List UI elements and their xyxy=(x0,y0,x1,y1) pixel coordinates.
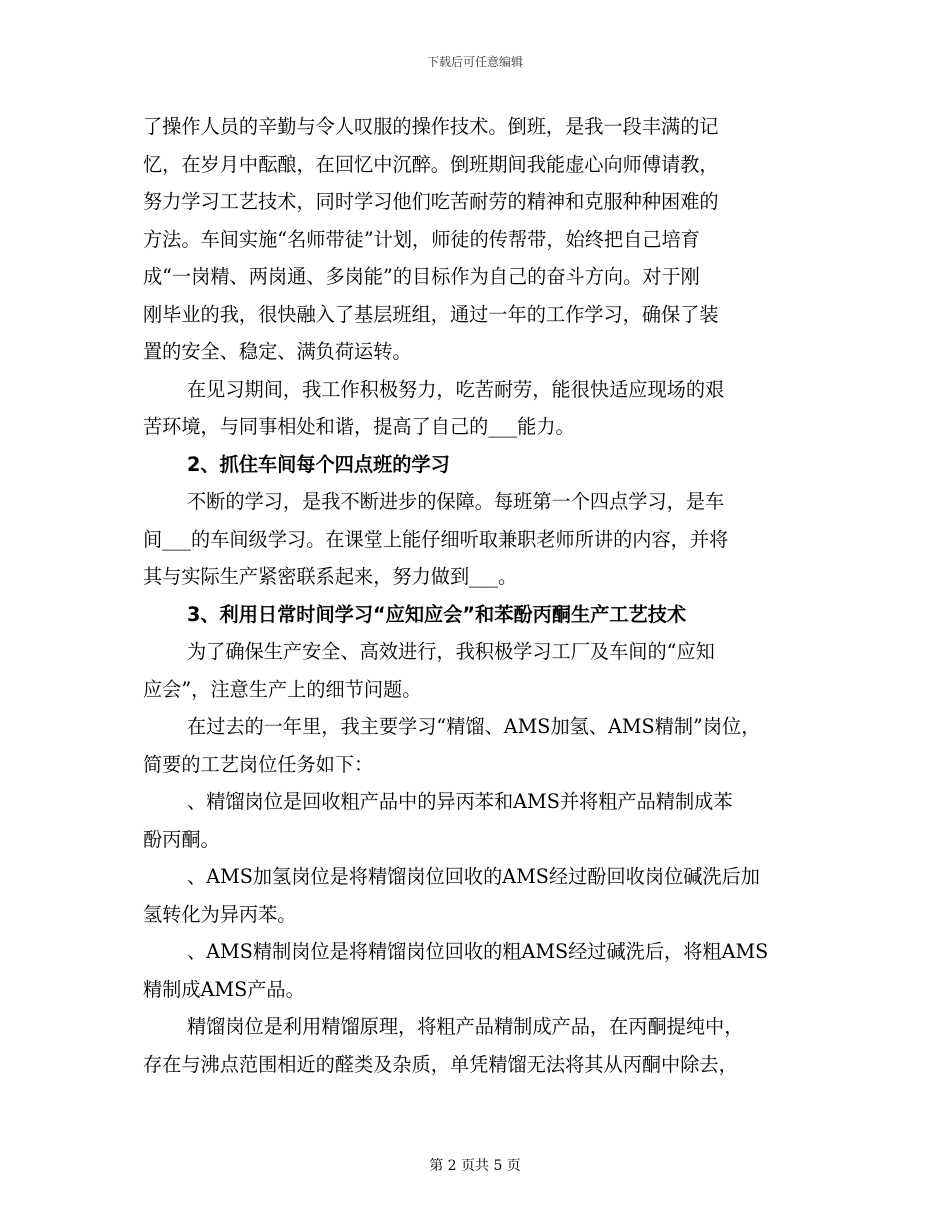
text-line: 成“一岗精、两岗通、多岗能”的目标作为自己的奋斗方向。对于刚 xyxy=(143,265,700,288)
text-line: 忆，在岁月中酝酿，在回忆中沉醉。倒班期间我能虚心向师傅请教， xyxy=(143,152,719,176)
page-number: 第 2 页共 5 页 xyxy=(429,1158,521,1174)
text-line: 简要的工艺岗位任务如下： xyxy=(143,752,374,776)
text-line: 精制成AMS产品。 xyxy=(143,977,305,1001)
paragraph-start-line: 精馏岗位是利用精馏原理，将粗产品精制成产品，在丙酮提纯中， xyxy=(187,1015,744,1038)
section-heading: 2、抓住车间每个四点班的学习 xyxy=(187,452,450,476)
paragraph-start-line: 为了确保生产安全、高效进行，我积极学习工厂及车间的“应知 xyxy=(187,640,715,663)
text-line: 努力学习工艺技术，同时学习他们吃苦耐劳的精神和克服种种困难的 xyxy=(143,190,719,213)
text-line: 存在与沸点范围相近的醛类及杂质，单凭精馏无法将其从丙酮中除去， xyxy=(143,1052,738,1076)
paragraph-start-line: 在见习期间，我工作积极努力，吃苦耐劳，能很快适应现场的艰 xyxy=(187,377,725,401)
paragraph-start-line: 不断的学习，是我不断进步的保障。每班第一个四点学习，是车 xyxy=(187,490,725,513)
text-line: 酚丙酮。 xyxy=(143,827,220,851)
text-line: 苦环境，与同事相处和谐，提高了自己的___能力。 xyxy=(143,415,575,438)
text-line: 间___的车间级学习。在课堂上能仔细听取兼职老师所讲的内容，并将 xyxy=(143,527,729,551)
text-line: 氢转化为异丙苯。 xyxy=(143,902,297,926)
text-line: 其与实际生产紧密联系起来，努力做到___。 xyxy=(143,565,518,588)
text-line: 应会”，注意生产上的细节问题。 xyxy=(143,677,422,701)
page-header: 下载后可任意编辑 xyxy=(426,55,523,69)
list-item-line: 、AMS精制岗位是将精馏岗位回收的粗AMS经过碱洗后，将粗AMS xyxy=(187,940,769,963)
paragraph-start-line: 在过去的一年里，我主要学习“精馏、AMS加氢、AMS精制”岗位， xyxy=(187,715,761,738)
text-line: 方法。车间实施“名师带徒”计划，师徒的传帮带，始终把自己培育 xyxy=(143,227,700,251)
list-item-line: 、AMS加氢岗位是将精馏岗位回收的AMS经过酚回收岗位碱洗后加 xyxy=(187,865,760,888)
text-line: 置的安全、稳定、满负荷运转。 xyxy=(143,340,412,363)
document-body xyxy=(143,108,813,1083)
section-heading: 3、利用日常时间学习“应知应会”和苯酚丙酮生产工艺技术 xyxy=(187,602,687,626)
text-line: 了操作人员的辛勤与令人叹服的操作技术。倒班，是我一段丰满的记 xyxy=(143,115,719,138)
text-line: 刚毕业的我，很快融入了基层班组，通过一年的工作学习，确保了装 xyxy=(143,302,719,326)
list-item-line: 、精馏岗位是回收粗产品中的异丙苯和AMS并将粗产品精制成苯 xyxy=(187,790,733,813)
